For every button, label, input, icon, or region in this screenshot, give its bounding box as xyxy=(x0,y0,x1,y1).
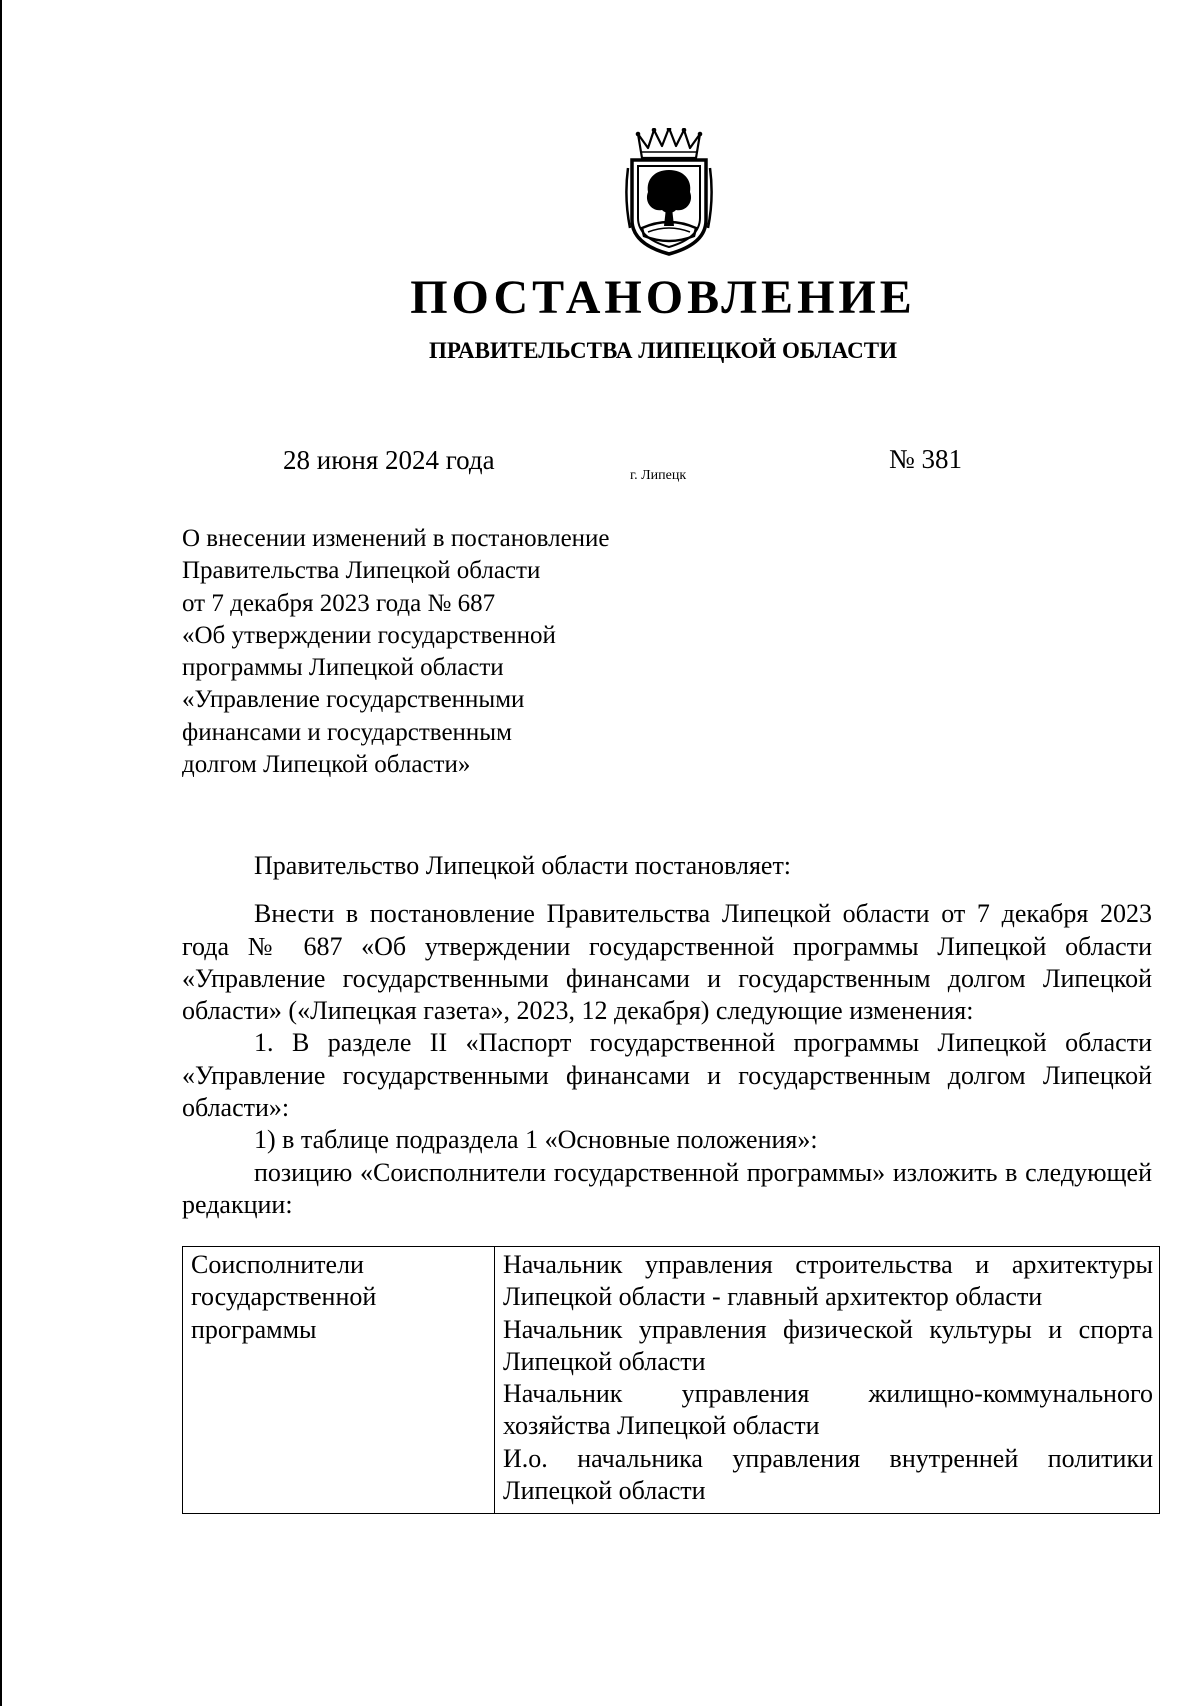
subject-line: Правительства Липецкой области xyxy=(182,557,541,585)
document-type-title: ПОСТАНОВЛЕНИЕ xyxy=(410,271,916,324)
subject-line: от 7 декабря 2023 года № 687 xyxy=(182,589,496,617)
subject-line: программы Липецкой области xyxy=(182,654,504,682)
body-paragraph: 1) в таблице подраздела 1 «Основные положения»: xyxy=(254,1125,818,1155)
coat-of-arms-icon xyxy=(624,128,714,256)
table-entry: Начальник управления жилищно-коммунального хозяйства Липецкой области xyxy=(503,1379,1153,1441)
document-number: № 381 xyxy=(889,444,963,474)
subject-line: финансами и государственным xyxy=(182,718,512,746)
body-paragraph: Внести в постановление Правительства Липецкой области от 7 декабря 2023 года № 687 «Об утверждении государственной программы Липецкой области «Управление государственными финансами и государственным долгом Липецкой области» («Липецкая газета», 2023, 12 декабря) следующие изменения: xyxy=(182,899,1152,1026)
document-body xyxy=(182,850,1152,1221)
subject-line: долгом Липецкой области» xyxy=(182,751,471,779)
table-entry: Начальник управления строительства и архитектуры Липецкой области - главный архитектор области xyxy=(503,1250,1153,1312)
body-paragraph: 1. В разделе II «Паспорт государственной программы Липецкой области «Управление государственными финансами и государственным долгом Липецкой области»: xyxy=(182,1028,1152,1123)
subject-line: «Об утверждении государственной xyxy=(182,621,556,649)
document-date: 28 июня 2024 года xyxy=(283,445,495,475)
preamble-paragraph: Правительство Липецкой области постановляет: xyxy=(254,851,792,880)
body-paragraph: позицию «Соисполнители государственной программы» изложить в следующей редакции: xyxy=(182,1157,1152,1219)
table-entry: Начальник управления физической культуры и спорта Липецкой области xyxy=(503,1314,1153,1376)
table-entry: И.о. начальника управления внутренней политики Липецкой области xyxy=(503,1443,1153,1506)
table-value-cell xyxy=(495,1247,1160,1514)
subject-line: О внесении изменений в постановление xyxy=(182,525,610,552)
table-label-cell: Соисполнители государственной программы xyxy=(183,1247,495,1514)
document-city: г. Липецк xyxy=(630,468,687,483)
table-row xyxy=(183,1247,1160,1514)
page-edge-line xyxy=(0,0,2,1706)
issuer-title: ПРАВИТЕЛЬСТВА ЛИПЕЦКОЙ ОБЛАСТИ xyxy=(429,338,897,363)
document-subject xyxy=(182,523,742,781)
subject-line: «Управление государственными xyxy=(182,686,525,714)
coexecutors-table xyxy=(182,1246,1160,1514)
